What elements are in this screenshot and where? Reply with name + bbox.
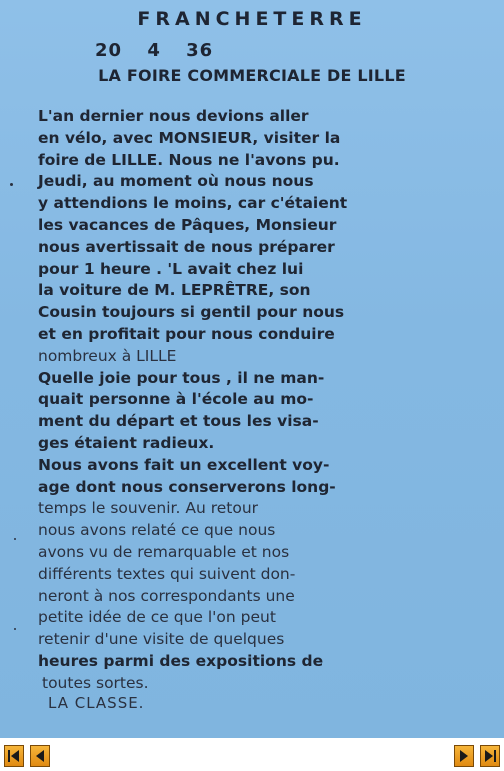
text-line: y attendions le moins, car c'étaient <box>38 194 348 213</box>
text-line: L'an dernier nous devions aller <box>38 107 309 125</box>
first-page-icon <box>5 746 23 766</box>
last-page-icon <box>481 746 499 766</box>
first-page-button[interactable] <box>4 745 24 767</box>
print-speck <box>14 628 16 630</box>
text-line: la voiture de M. LEPRÊTRE, son <box>38 281 311 300</box>
issue-date: 20 4 36 <box>95 40 214 61</box>
text-line: les vacances de Pâques, Monsieur <box>38 215 337 234</box>
text-line: foire de LILLE. Nous ne l'avons pu. <box>38 150 340 169</box>
newspaper-title: FRANCHETERRE <box>137 8 367 30</box>
text-line: différents textes qui suivent don- <box>38 564 296 583</box>
article-title: LA FOIRE COMMERCIALE DE LILLE <box>98 66 406 85</box>
text-line: nous avons relaté ce que nous <box>38 521 276 540</box>
page-navigation-bar <box>0 738 504 771</box>
text-line: temps le souvenir. Au retour <box>38 499 259 518</box>
text-line: en vélo, avec MONSIEUR, visiter la <box>38 128 341 147</box>
next-page-icon <box>455 746 473 766</box>
text-line: heures parmi des expositions de <box>38 651 324 670</box>
text-line: quait personne à l'école au mo- <box>38 390 314 409</box>
text-line: age dont nous conserverons long- <box>38 477 336 496</box>
text-line: neront à nos correspondants une <box>38 586 295 605</box>
print-speck <box>10 183 13 186</box>
text-line: ges étaient radieux. <box>38 433 215 452</box>
text-line: Jeudi, au moment où nous nous <box>38 172 314 191</box>
text-line: retenir d'une visite de quelques <box>38 630 285 649</box>
article-body <box>38 106 428 695</box>
text-line: Quelle joie pour tous , il ne man- <box>38 368 325 387</box>
next-page-button[interactable] <box>454 745 474 767</box>
signature: LA CLASSE. <box>48 694 145 712</box>
text-line: petite idée de ce que l'on peut <box>38 608 276 627</box>
text-line: pour 1 heure . 'L avait chez lui <box>38 259 304 278</box>
text-line: nous avertissait de nous préparer <box>38 237 335 256</box>
text-line: toutes sortes. <box>42 673 149 692</box>
last-page-button[interactable] <box>480 745 500 767</box>
text-line: Cousin toujours si gentil pour nous <box>38 303 345 322</box>
previous-page-button[interactable] <box>30 745 50 767</box>
previous-page-icon <box>31 746 49 766</box>
text-line: avons vu de remarquable et nos <box>38 542 290 561</box>
text-line: Nous avons fait un excellent voy- <box>38 455 330 474</box>
text-line: nombreux à LILLE <box>38 346 177 365</box>
text-line: ment du départ et tous les visa- <box>38 412 319 431</box>
text-line: et en profitait pour nous conduire <box>38 324 335 343</box>
print-speck <box>14 538 16 540</box>
